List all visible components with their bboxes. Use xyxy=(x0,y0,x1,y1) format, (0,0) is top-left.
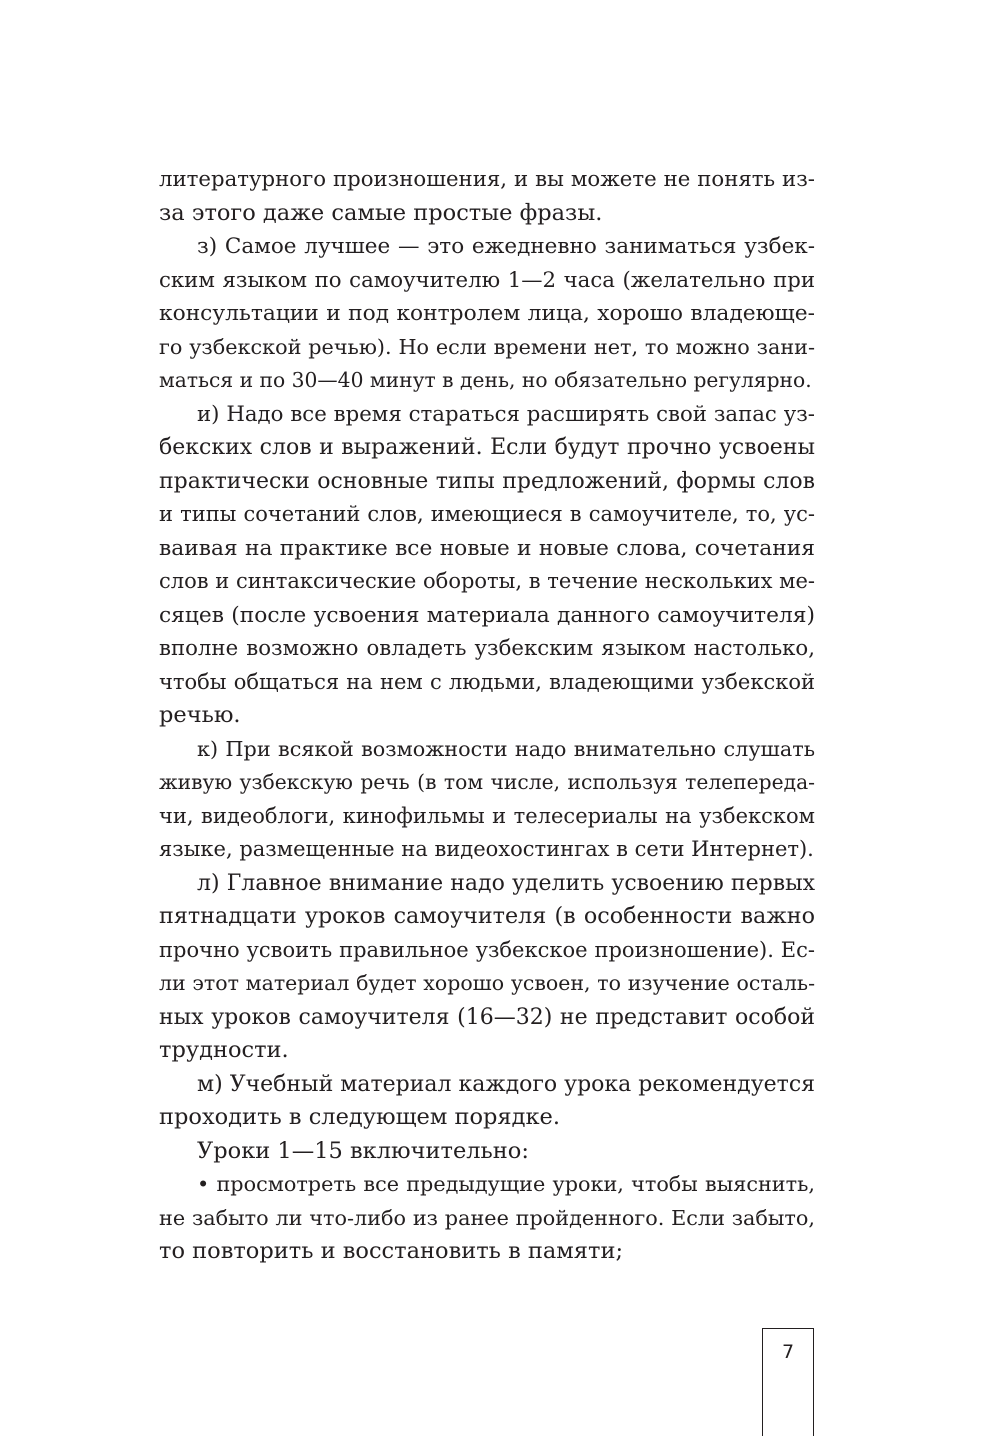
text-line: вполне возможно овладеть узбекским языком настолько, xyxy=(159,636,815,661)
text-line: речью. xyxy=(159,702,241,728)
text-line: го узбекской речью). Но если времени нет, то можно зани- xyxy=(159,334,815,359)
text-line: ных уроков самоучителя (16—32) не представит особой xyxy=(159,1004,815,1030)
text-line: и типы сочетаний слов, имеющиеся в самоучителе, то, ус- xyxy=(159,502,815,526)
text-line: сяцев (после усвоения материала данного самоучителя) xyxy=(159,602,815,628)
text-line: проходить в следующем порядке. xyxy=(159,1104,561,1130)
text-line: м) Учебный материал каждого урока рекомендуется xyxy=(197,1071,816,1097)
text-line: литературного произношения, и вы можете не понять из- xyxy=(159,167,815,192)
text-line: слов и синтаксические обороты, в течение нескольких ме- xyxy=(159,569,815,593)
text-line: чи, видеоблоги, кинофильмы и телесериалы на узбекском xyxy=(159,803,815,828)
text-line: то повторить и восстановить в памяти; xyxy=(159,1238,624,1264)
page-body-text xyxy=(159,163,815,1269)
page-number-box xyxy=(762,1328,814,1436)
text-line: ваивая на практике все новые и новые слова, сочетания xyxy=(159,535,815,561)
text-line: живую узбекскую речь (в том числе, используя телепереда- xyxy=(159,770,815,794)
page-number: 7 xyxy=(781,1341,795,1363)
text-line: к) При всякой возможности надо внимательно слушать xyxy=(197,736,815,761)
text-line: языке, размещенные на видеохостингах в сети Интернет). xyxy=(159,837,814,861)
text-line: консультации и под контролем лица, хорошо владеюще- xyxy=(159,301,815,326)
text-line: маться и по 30—40 минут в день, но обязательно регулярно. xyxy=(159,368,812,392)
text-line: Уроки 1—15 включительно: xyxy=(197,1137,529,1164)
text-line: не забыто ли что-либо из ранее пройденного. Если забыто, xyxy=(159,1205,815,1230)
text-line: за этого даже самые простые фразы. xyxy=(159,199,603,226)
text-line: прочно усвоить правильное узбекское произношение). Ес- xyxy=(159,937,815,962)
text-line: ли этот материал будет хорошо усвоен, то изучение осталь- xyxy=(159,971,815,995)
text-line: л) Главное внимание надо уделить усвоению первых xyxy=(197,870,815,896)
text-line: трудности. xyxy=(159,1037,289,1063)
text-line: бекских слов и выражений. Если будут прочно усвоены xyxy=(159,435,815,460)
text-line: ским языком по самоучителю 1—2 часа (желательно при xyxy=(159,267,815,293)
text-line: и) Надо все время стараться расширять свой запас уз- xyxy=(197,401,815,427)
text-line: пятнадцати уроков самоучителя (в особенности важно xyxy=(159,903,815,929)
text-line: чтобы общаться на нем с людьми, владеющими узбекской xyxy=(159,669,815,694)
text-line: практически основные типы предложений, формы слов xyxy=(159,468,815,494)
text-line: • просмотреть все предыдущие уроки, чтобы выяснить, xyxy=(197,1172,815,1196)
text-line: з) Самое лучшее — это ежедневно заниматься узбек- xyxy=(197,234,815,259)
